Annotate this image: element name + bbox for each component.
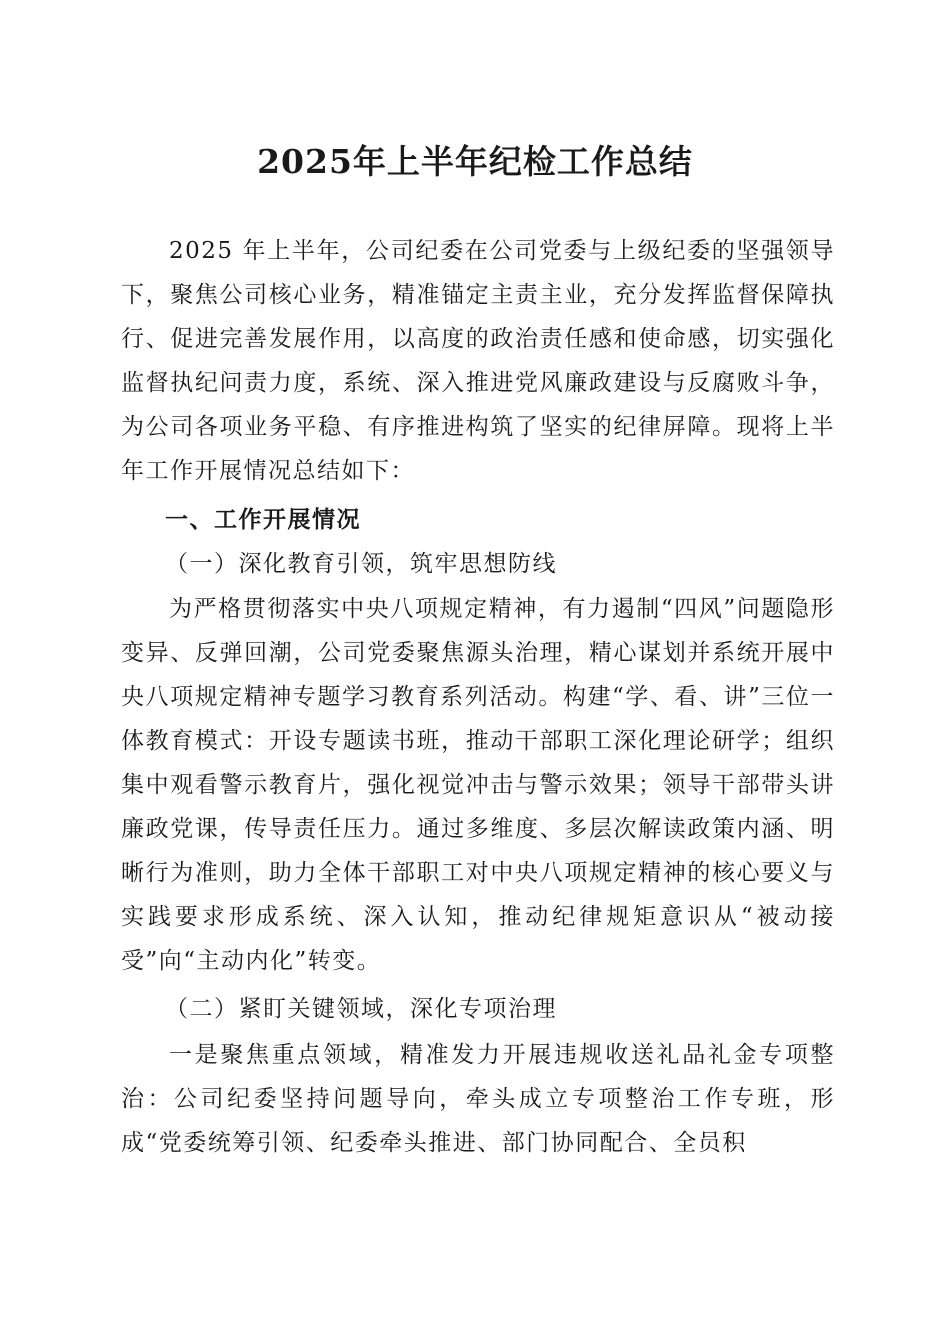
subsection-heading-2: （二）紧盯关键领域，深化专项治理	[165, 996, 557, 1022]
subsection-heading-1: （一）深化教育引领，筑牢思想防线	[165, 551, 557, 577]
intro-paragraph: 2025 年上半年，公司纪委在公司党委与上级纪委的坚强领导下，聚焦公司核心业务，精准锚定主责主业，充分发挥监督保障执行、促进完善发展作用，以高度的政治责任感和使命感，切实强化监督执纪问责力度，系统、深入推进党风廉政建设与反腐败斗争，为公司各项业务平稳、有序推进构筑了坚实的纪律屏障。现将上半年工作开展情况总结如下：	[121, 238, 835, 484]
document-title: 2025年上半年纪检工作总结	[257, 142, 693, 181]
subsection-1-paragraph: 为严格贯彻落实中央八项规定精神，有力遏制“四风”问题隐形变异、反弹回潮，公司党委聚焦源头治理，精心谋划并系统开展中央八项规定精神专题学习教育系列活动。构建“学、看、讲”三位一体教育模式：开设专题读书班，推动干部职工深化理论研学；组织集中观看警示教育片，强化视觉冲击与警示效果；领导干部带头讲廉政党课，传导责任压力。通过多维度、多层次解读政策内涵、明晰行为准则，助力全体干部职工对中央八项规定精神的核心要义与实践要求形成系统、深入认知，推动纪律规矩意识从“被动接受”向“主动内化”转变。	[121, 596, 835, 974]
section-heading-1: 一、工作开展情况	[165, 507, 361, 533]
subsection-2-paragraph: 一是聚焦重点领域，精准发力开展违规收送礼品礼金专项整治：公司纪委坚持问题导向，牵头成立专项整治工作专班，形成“党委统筹引领、纪委牵头推进、部门协同配合、全员积	[121, 1042, 835, 1156]
